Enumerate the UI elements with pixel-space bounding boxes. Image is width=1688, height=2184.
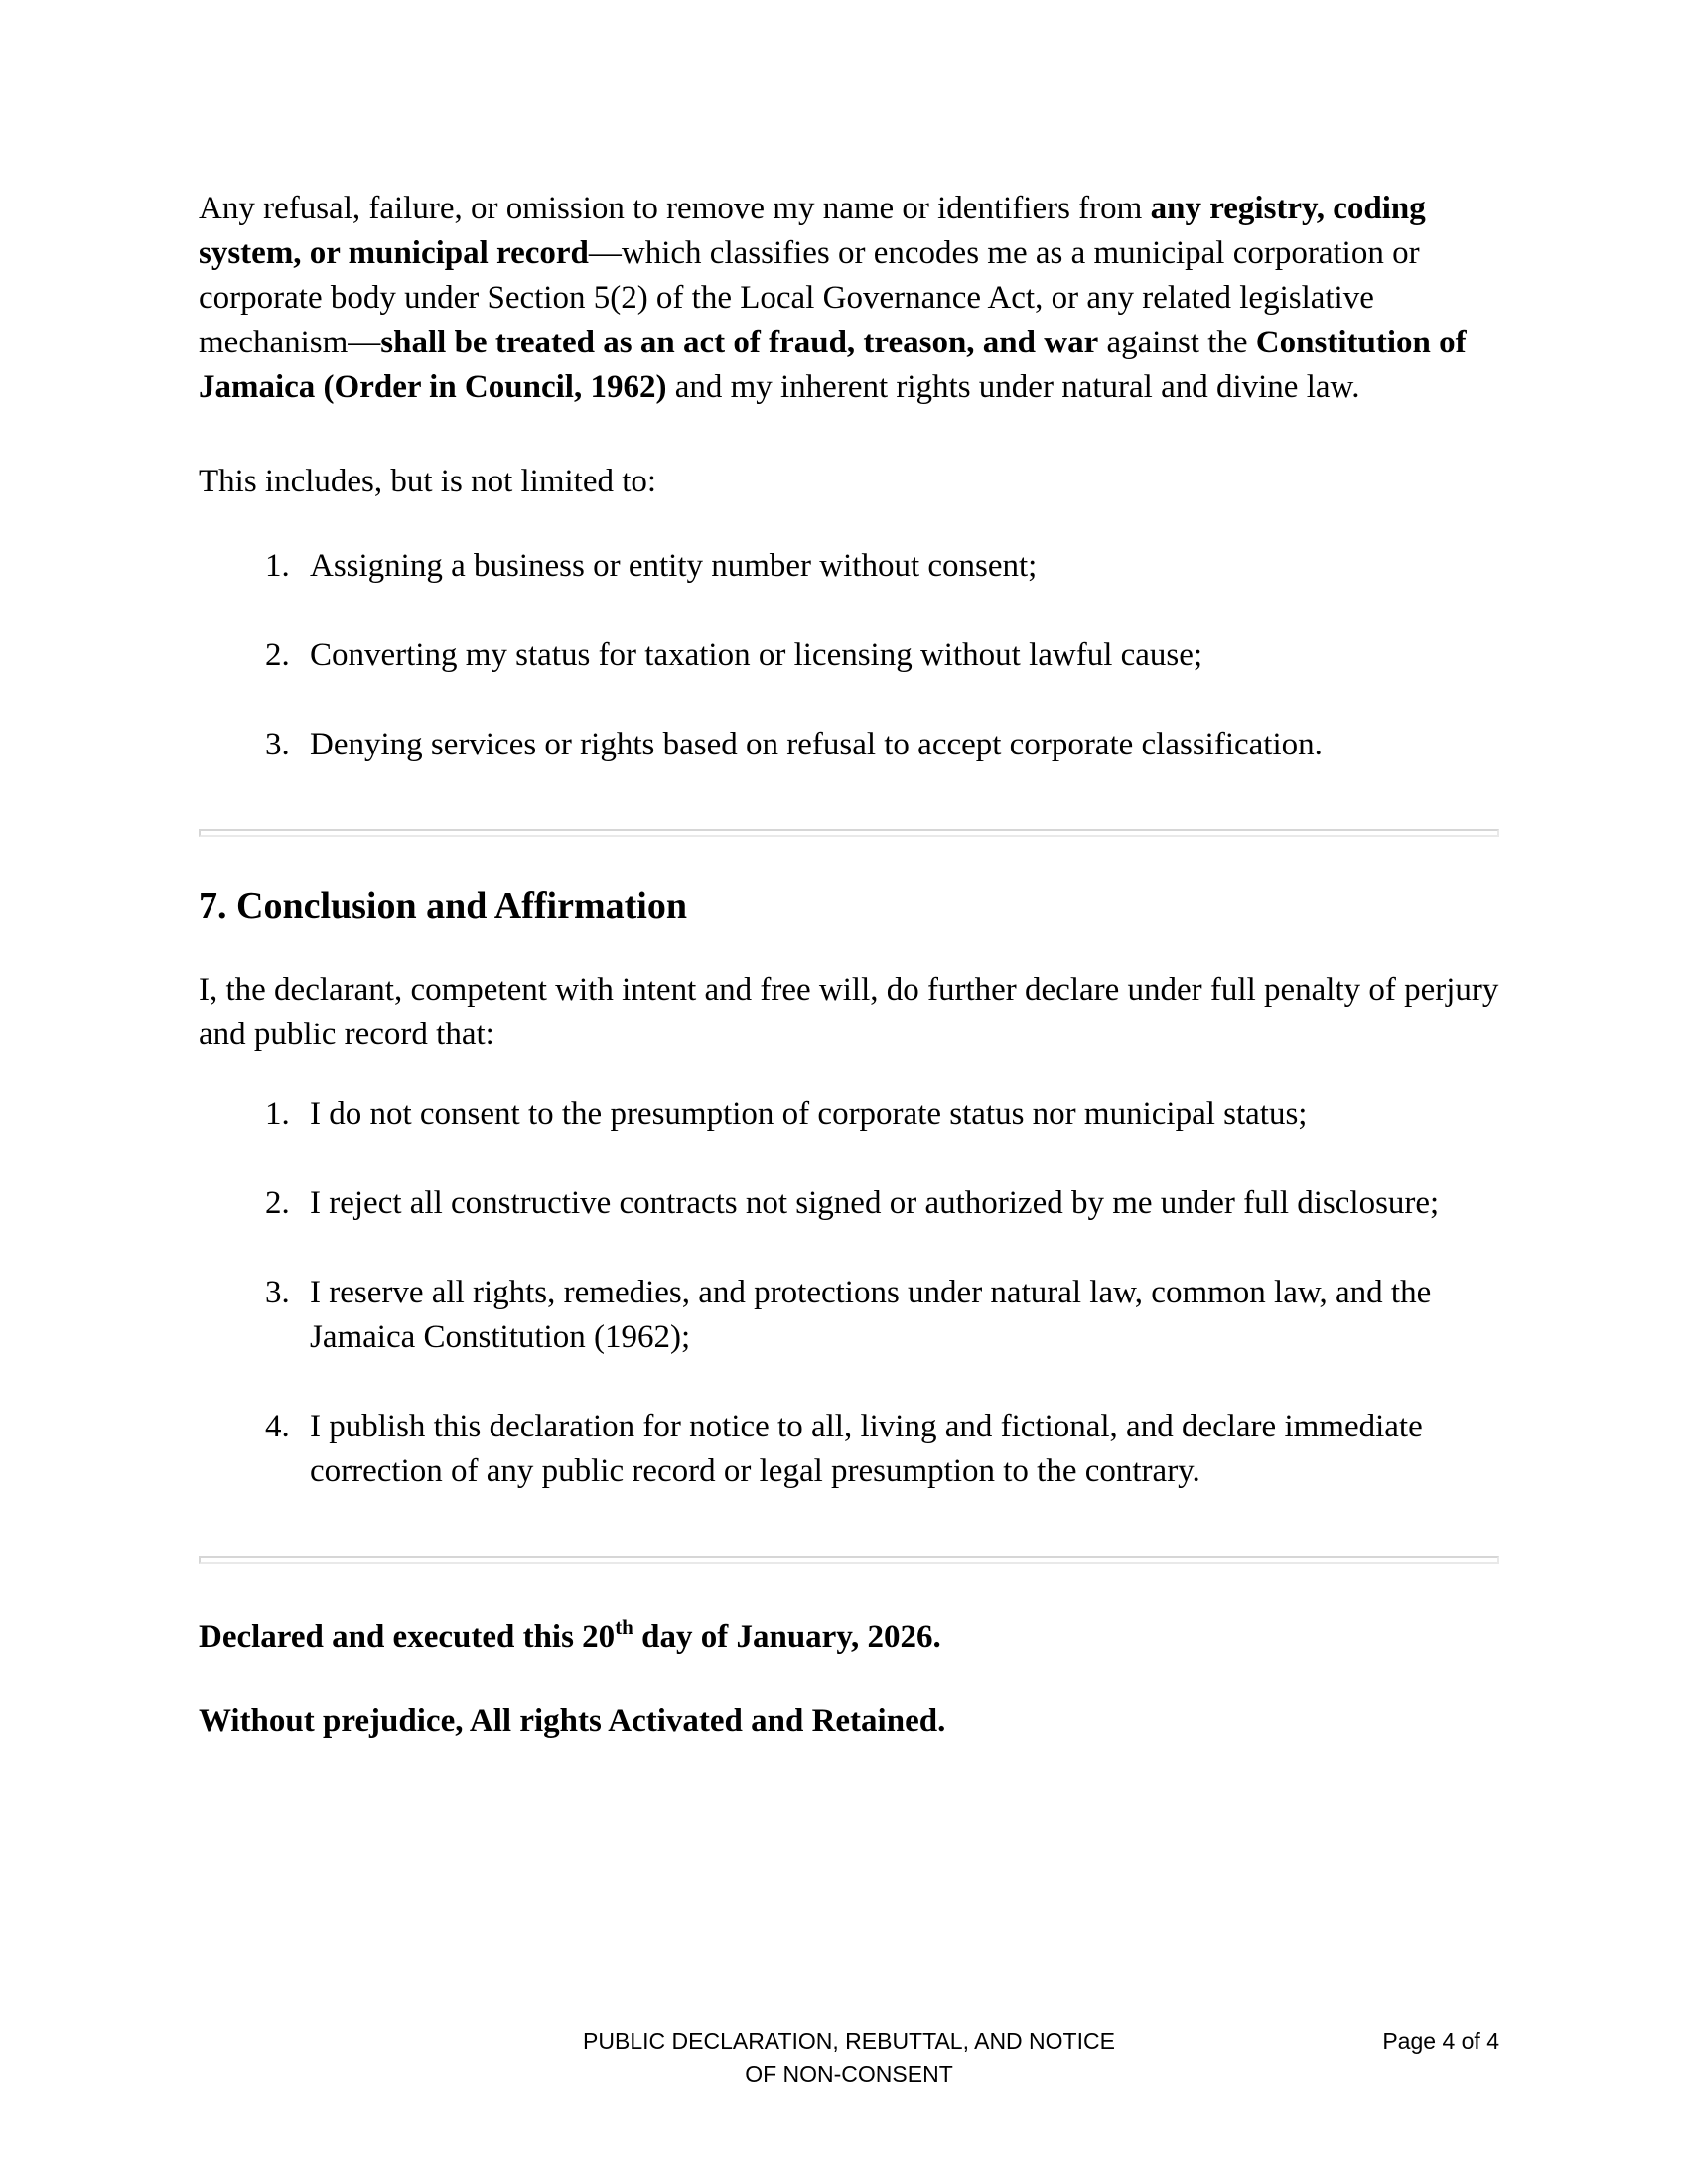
- horizontal-rule-top: [199, 829, 1499, 837]
- ordered-list-violations: [199, 544, 1499, 767]
- footer-title-line-1: PUBLIC DECLARATION, REBUTTAL, AND NOTICE: [583, 2028, 1115, 2054]
- list-item-violation-3: 3. Denying services or rights based on refusal to accept corporate classification.: [298, 723, 1499, 767]
- ordinal-superscript: th: [615, 1615, 633, 1639]
- list-item-violation-2: 2. Converting my status for taxation or licensing without lawful cause;: [298, 633, 1499, 678]
- paragraph-declarant-intro: I, the declarant, competent with intent and free will, do further declare under full penalty of perjury and public record that:: [199, 972, 1499, 1052]
- paragraph-refusal-clause: Any refusal, failure, or omission to remove my name or identifiers from any registry, coding system, or municipal record—which classifies or encodes me as a municipal corporation or corporate body under Section 5(2) of the Local Governance Act, or any related legislative mechanism—shall be treated as an act of fraud, treason, and war against the Constitution of Jamaica (Order in Council, 1962) and my inherent rights under natural and divine law.: [199, 191, 1467, 405]
- without-prejudice-line: Without prejudice, All rights Activated and Retained.: [199, 1704, 946, 1739]
- horizontal-rule-bottom: [199, 1556, 1499, 1564]
- list-item-violation-1: 1. Assigning a business or entity number without consent;: [298, 544, 1499, 589]
- declaration-date-suffix: day of January, 2026.: [633, 1619, 941, 1655]
- paragraph-includes-intro: This includes, but is not limited to:: [199, 464, 657, 499]
- page-footer: [199, 2025, 1499, 2091]
- declaration-date-line: [199, 1615, 1499, 1660]
- footer-title-line-2: OF NON-CONSENT: [745, 2061, 953, 2087]
- declaration-date-prefix: Declared and executed this 20: [199, 1619, 616, 1655]
- list-item-affirmation-3: 3. I reserve all rights, remedies, and protections under natural law, common law, and the Jamaica Constitution (1962);: [298, 1271, 1499, 1360]
- list-item-affirmation-1: 1. I do not consent to the presumption of corporate status nor municipal status;: [298, 1092, 1499, 1137]
- ordered-list-affirmations: [199, 1092, 1499, 1494]
- footer-document-title: [583, 2025, 1115, 2091]
- section-heading-conclusion: 7. Conclusion and Affirmation: [199, 886, 687, 927]
- list-item-affirmation-2: 2. I reject all constructive contracts not signed or authorized by me under full disclosure;: [298, 1181, 1499, 1226]
- list-item-affirmation-4: 4. I publish this declaration for notice to all, living and fictional, and declare immediate correction of any public record or legal presumption to the contrary.: [298, 1405, 1499, 1494]
- footer-page-number: Page 4 of 4: [1382, 2028, 1499, 2054]
